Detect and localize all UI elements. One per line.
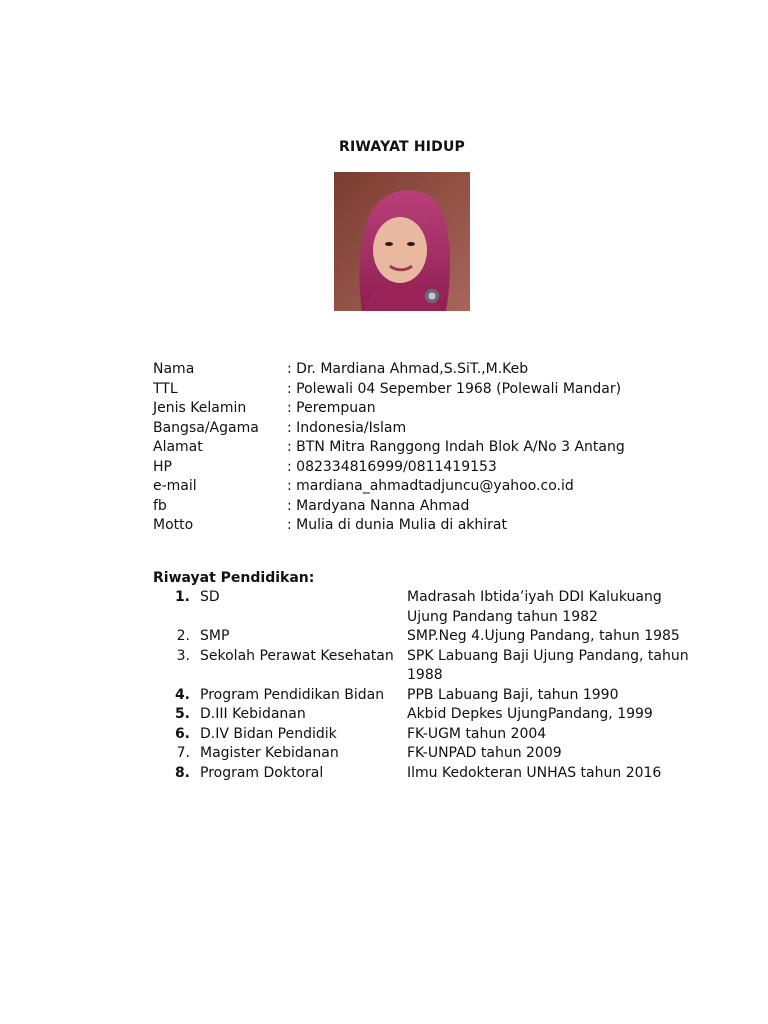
education-school: SPK Labuang Baji Ujung Pandang, tahun 1988	[407, 647, 689, 683]
education-school: FK-UNPAD tahun 2009	[407, 745, 562, 761]
education-item	[153, 744, 713, 764]
info-label: Jenis Kelamin	[153, 400, 247, 416]
info-label: Motto	[153, 517, 194, 533]
education-school: PPB Labuang Baji, tahun 1990	[407, 686, 619, 703]
education-item	[153, 588, 713, 627]
education-number: 7.	[176, 745, 190, 761]
education-item	[153, 686, 713, 706]
info-value: : Polewali 04 Sepember 1968 (Polewali Mandar)	[287, 380, 622, 397]
page-title: RIWAYAT HIDUP	[338, 139, 466, 155]
info-label: HP	[153, 458, 172, 475]
info-value: : 082334816999/0811419153	[287, 458, 497, 475]
portrait-photo	[334, 172, 470, 311]
info-label: TTL	[153, 380, 178, 397]
info-label: e-mail	[153, 478, 197, 494]
education-number: 5.	[174, 706, 190, 722]
education-school: SMP.Neg 4.Ujung Pandang, tahun 1985	[407, 628, 680, 644]
info-value: : mardiana_ahmadtadjuncu@yahoo.co.id	[287, 478, 574, 494]
education-list	[153, 588, 713, 783]
education-number: 4.	[174, 686, 190, 703]
education-item	[153, 764, 713, 784]
education-number: 6.	[174, 725, 190, 742]
education-level: D.IV Bidan Pendidik	[200, 725, 337, 742]
education-level: SMP	[200, 628, 230, 644]
info-value: : Mardyana Nanna Ahmad	[287, 497, 470, 514]
education-school: FK-UGM tahun 2004	[407, 725, 547, 742]
info-value: : Dr. Mardiana Ahmad,S.SiT.,M.Keb	[287, 361, 529, 377]
info-value: : BTN Mitra Ranggong Indah Blok A/No 3 Antang	[287, 439, 625, 455]
education-school: Akbid Depkes UjungPandang, 1999	[407, 706, 653, 722]
info-value: : Mulia di dunia Mulia di akhirat	[287, 517, 507, 533]
education-level: Sekolah Perawat Kesehatan	[200, 647, 394, 664]
education-level: SD	[200, 589, 220, 605]
education-item	[153, 627, 713, 647]
education-item	[153, 647, 713, 686]
education-number: 3.	[176, 647, 190, 664]
info-label: fb	[153, 497, 167, 514]
info-label: Alamat	[153, 439, 203, 455]
education-item	[153, 705, 713, 725]
education-item	[153, 725, 713, 745]
education-level: D.III Kebidanan	[200, 706, 306, 722]
info-value: : Indonesia/Islam	[287, 419, 407, 436]
info-value: : Perempuan	[287, 400, 376, 416]
info-label: Nama	[153, 361, 195, 377]
education-level: Magister Kebidanan	[200, 745, 339, 761]
education-number: 1.	[174, 589, 190, 605]
education-school: Ilmu Kedokteran UNHAS tahun 2016	[407, 764, 662, 781]
education-level: Program Doktoral	[200, 764, 324, 781]
education-school: Madrasah Ibtida’iyah DDI Kalukuang Ujung Pandang tahun 1982	[407, 589, 662, 625]
education-number: 8.	[174, 764, 190, 781]
education-level: Program Pendidikan Bidan	[200, 686, 385, 703]
info-label: Bangsa/Agama	[153, 419, 259, 436]
education-number: 2.	[176, 628, 190, 644]
education-heading: Riwayat Pendidikan:	[153, 570, 315, 586]
